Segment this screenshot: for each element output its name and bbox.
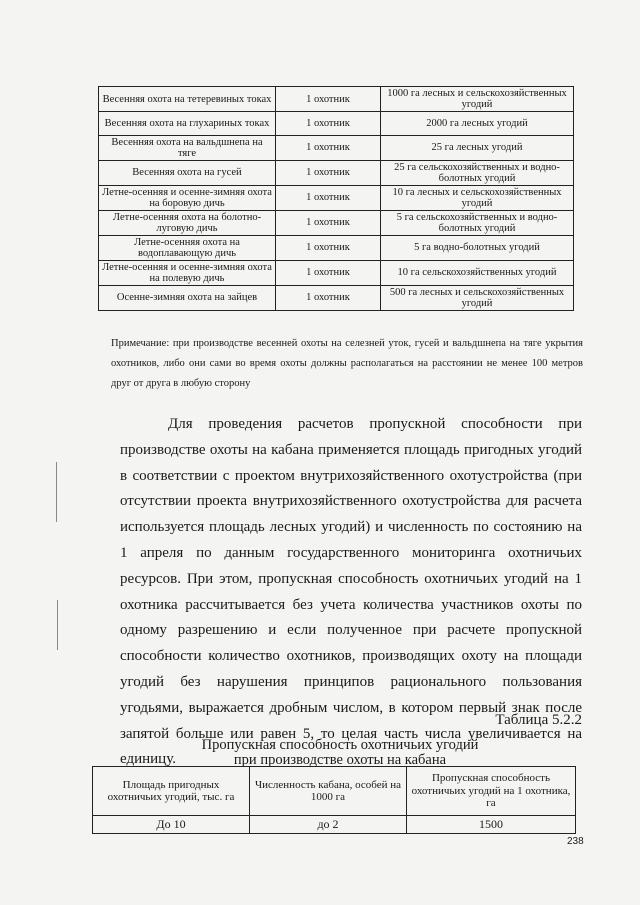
- table-row: [99, 112, 574, 136]
- table-title: [180, 738, 500, 768]
- area-cell: 25 га лесных угодий: [381, 135, 574, 160]
- table-row: [99, 260, 574, 285]
- table-note: [111, 334, 583, 394]
- quota-cell: 1 охотник: [276, 285, 381, 310]
- hunt-type-cell: Весенняя охота на вальдшнепа на тяге: [99, 135, 276, 160]
- hunt-type-cell: Весенняя охота на гусей: [99, 160, 276, 185]
- table-row: [99, 87, 574, 112]
- hunt-type-cell: Весенняя охота на тетеревиных токах: [99, 87, 276, 112]
- quota-cell: 1 охотник: [276, 210, 381, 235]
- table-row: [99, 285, 574, 310]
- area-cell: 10 га лесных и сельскохозяйственных угодий: [381, 185, 574, 210]
- header-cell: Численность кабана, особей на 1000 га: [250, 767, 407, 816]
- table-label: Таблица 5.2.2: [495, 712, 582, 728]
- quota-cell: 1 охотник: [276, 135, 381, 160]
- note-text: Примечание: при производстве весенней охоты на селезней уток, гусей и вальдшнепа на тяге укрытия охотников, либо они сами во время охоты должны располагаться на расстоянии не менее 100 метров друг от друга в любую сторону: [111, 338, 583, 389]
- table-header-row: [93, 767, 576, 816]
- table-cell: до 2: [250, 816, 407, 834]
- table-row: [93, 816, 576, 834]
- area-cell: 5 га водно-болотных угодий: [381, 235, 574, 260]
- table-cell: До 10: [93, 816, 250, 834]
- quota-cell: 1 охотник: [276, 235, 381, 260]
- table-title-line-2: при производстве охоты на кабана: [233, 752, 447, 768]
- paragraph-text: Для проведения расчетов пропускной способности при производстве охоты на кабана применяется площадь пригодных угодий в соответствии с проектом внутрихозяйственного охотустройства (при отсутствии проекта внутрихозяйственного охотустройства для расчета используется площадь лесных угодий) и численность по состоянию на 1 апреля по данным государственного мониторинга охотничьих ресурсов. При этом, пропускная способность охотничьих угодий на 1 охотника рассчитывается без учета количества участников охоты по одному разрешению и если полученное при расчете пропускной способности количество охотников, производящих охоту на площади угодий без нарушения принципов рационального пользования угодьями, выражается дробным числом, в котором первый знак после запятой больше или равен 5, то целая часть числа увеличивается на единицу.: [120, 416, 582, 768]
- boar-capacity-table: [92, 766, 576, 834]
- header-cell: Площадь пригодных охотничьих угодий, тыс. га: [93, 767, 250, 816]
- hunt-type-cell: Летне-осенняя и осенне-зимняя охота на боровую дичь: [99, 185, 276, 210]
- area-cell: 10 га сельскохозяйственных угодий: [381, 260, 574, 285]
- quota-cell: 1 охотник: [276, 260, 381, 285]
- area-cell: 500 га лесных и сельскохозяйственных угодий: [381, 285, 574, 310]
- table-row: [99, 160, 574, 185]
- table-row: [99, 235, 574, 260]
- scan-mark: [57, 600, 58, 650]
- header-cell: Пропускная способность охотничьих угодий на 1 охотника, га: [407, 767, 576, 816]
- hunt-type-cell: Осенне-зимняя охота на зайцев: [99, 285, 276, 310]
- table-row: [99, 185, 574, 210]
- area-cell: 2000 га лесных угодий: [381, 112, 574, 136]
- scan-mark: [56, 462, 57, 522]
- area-cell: 25 га сельскохозяйственных и водно-болотных угодий: [381, 160, 574, 185]
- table-row: [99, 210, 574, 235]
- hunting-quota-table: [98, 86, 574, 311]
- table-row: [99, 135, 574, 160]
- hunt-type-cell: Летне-осенняя и осенне-зимняя охота на полевую дичь: [99, 260, 276, 285]
- hunt-type-cell: Весенняя охота на глухариных токах: [99, 112, 276, 136]
- quota-cell: 1 охотник: [276, 87, 381, 112]
- quota-cell: 1 охотник: [276, 112, 381, 136]
- table-title-line-1: Пропускная способность охотничьих угодий: [201, 737, 479, 753]
- table-cell: 1500: [407, 816, 576, 834]
- area-cell: 5 га сельскохозяйственных и водно-болотных угодий: [381, 210, 574, 235]
- quota-cell: 1 охотник: [276, 160, 381, 185]
- hunt-type-cell: Летне-осенняя охота на водоплавающую дичь: [99, 235, 276, 260]
- hunt-type-cell: Летне-осенняя охота на болотно-луговую дичь: [99, 210, 276, 235]
- area-cell: 1000 га лесных и сельскохозяйственных угодий: [381, 87, 574, 112]
- quota-cell: 1 охотник: [276, 185, 381, 210]
- page-number: 238: [567, 836, 584, 847]
